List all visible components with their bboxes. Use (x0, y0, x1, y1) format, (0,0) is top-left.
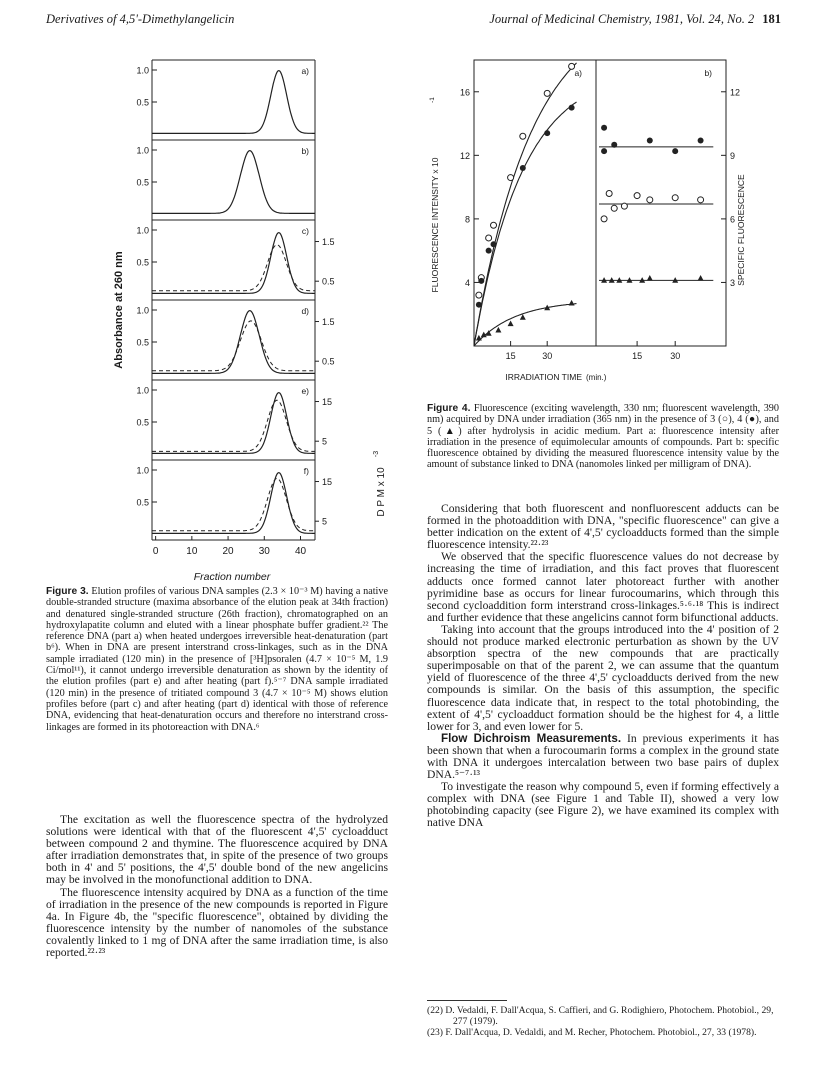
figure-4-chart (424, 50, 764, 395)
figure-4-point-compound-3 (569, 63, 575, 69)
figure-3-radioactivity-curve (152, 400, 315, 451)
figure-4-point-compound-5 (476, 335, 482, 341)
figure-3-x-tick-label: 40 (294, 546, 307, 557)
figure-3-left-tick-label: 0.5 (136, 497, 149, 508)
reference-divider (427, 1000, 507, 1001)
figure-3-absorbance-curve (152, 473, 315, 534)
figure-3-left-tick-label: 1.0 (136, 465, 149, 476)
figure-4-left-axis-exponent: -1 (429, 97, 436, 103)
figure-4-frame (474, 60, 726, 346)
figure-3-left-tick-label: 1.0 (136, 225, 149, 236)
figure-3-right-tick-label: 5 (322, 516, 328, 527)
figure-3-x-tick-label: 0 (152, 546, 159, 557)
body-paragraph: Considering that both fluorescent and nonfluorescent adducts can be formed in the photoaddition with DNA, "specific fluorescence" can give a better indication on the extent of 4',5' cycloadducts formed than the simple fluorescence intensity.²²·²³ (427, 502, 779, 552)
figure-4-x-tick-label: 30 (670, 351, 681, 361)
figure-4-curve-compound-5 (474, 304, 577, 346)
figure-4-specific-point-compound-3 (647, 197, 653, 203)
figure-4-left-tick-label: 16 (459, 87, 470, 98)
figure-3-panel-label: b) (301, 146, 309, 156)
reference-list (427, 1000, 779, 1038)
figure-3-right-tick-label: 15 (322, 477, 333, 488)
figure-3-right-tick-label: 15 (322, 397, 333, 408)
figure-4-specific-point-compound-4 (647, 138, 653, 144)
figure-4-specific-point-compound-3 (698, 197, 704, 203)
figure-4-specific-point-compound-5 (698, 275, 704, 281)
figure-3-x-axis-label: Fraction number (193, 571, 271, 582)
figure-4-caption-text: Fluorescence (exciting wavelength, 330 nm; fluorescent wavelength, 390 nm) acquired by DNA under irradiation (365 nm) in the presence of 3 (○), 4 (●), and 5 (▲) after hydrolysis in acidic medium. Part a: fluorescence intensity after irradiation in the presence of equimolecular amounts of compounds. Part b: specific fluorescence obtained by dividing the measured fluorescence intensity value by the amount of substance linked to DNA (nanomoles linked per milligram of DNA). (427, 403, 779, 471)
figure-4-right-tick-label: 3 (730, 277, 736, 288)
body-paragraph: We observed that the specific fluorescence values do not decrease by increasing the time of irradiation, and this fact proves that fluorescent adducts once formed cannot later photoreact further with another pyrimidine base as occurs for linear furocoumarins, which through this second cycloaddition form interstrand cross-linkages.⁵·⁶·¹⁸ This is indirect and further evidence that these angelicins cannot form bifunctional adducts. (427, 550, 779, 624)
reference-23: (23) F. Dall'Acqua, D. Vedaldi, and M. Recher, Photochem. Photobiol., 27, 33 (1978). (427, 1027, 757, 1038)
body-paragraph (427, 733, 779, 781)
figure-3-caption-text: Elution profiles of various DNA samples (2.3 × 10⁻³ M) having a native double-stranded structure (maxima absorbance of the elution peak at 34th fraction) and denatured single-stranded structure (26th fraction), chromatographed on an hydroxylapatite column and eluted with a linear phosphate buffer gradient.²² The reference DNA (part a) when heated undergoes irreversible heat-denaturation (part b⁶). When in DNA are present interstrand cross-linkages, such as in the DNA sample irradiated (120 min) in the presence of [³H]psoralen (4.7 × 10⁻⁵ M, 1.9 Ci/mol¹¹), it cannot undergo irreversible denaturation as shown by the identity of the elution profiles (part e) and after heating (part f).⁵⁻⁷ DNA sample irradiated (120 min) in the presence of tritiated compound 3 (4.7 × 10⁻⁵ M) shows elution profiles before (part c) and after heating (part d) identical with those of reference DNA, evidencing that heat-denaturation occurs and therefore no interstrand cross-linkages are formed in its photoreaction with DNA.⁶ (46, 586, 388, 733)
figure-4-curve-compound-3 (474, 63, 577, 346)
figure-4-left-tick-label: 12 (459, 150, 470, 161)
figure-3-absorbance-curve (152, 71, 315, 134)
figure-4-x-tick-label: 30 (542, 351, 553, 361)
figure-4-left-tick-label: 4 (464, 277, 470, 288)
figure-3-chart (110, 52, 410, 582)
figure-4-right-axis-label: SPECIFIC FLUORESCENCE (736, 174, 746, 286)
figure-4-point-compound-3 (520, 133, 526, 139)
figure-4-point-compound-4 (544, 130, 550, 136)
figure-3-radioactivity-curve (152, 321, 315, 371)
figure-3-panel-label: c) (301, 226, 309, 236)
figure-3-caption-label: Figure 3. (46, 586, 89, 597)
figure-4-specific-point-compound-4 (611, 142, 617, 148)
figure-3-panel-label: f) (303, 466, 309, 476)
figure-3-right-tick-label: 1.5 (322, 237, 335, 248)
figure-3-left-tick-label: 0.5 (136, 257, 149, 268)
figure-4-right-tick-label: 9 (730, 150, 736, 161)
right-column-body (427, 503, 779, 830)
figure-3-left-tick-label: 1.0 (136, 145, 149, 156)
figure-4-x-tick-label: 15 (632, 351, 643, 361)
figure-3-radioactivity-curve (152, 245, 315, 291)
figure-4-specific-point-compound-3 (634, 193, 640, 199)
figure-4-specific-point-compound-4 (601, 148, 607, 154)
journal-citation: Journal of Medicinal Chemistry, 1981, Vol. 24, No. 2 (489, 12, 755, 26)
figure-3-y-axis-label: Absorbance at 260 nm (113, 251, 125, 369)
figure-4-left-axis-label: FLUORESCENCE INTENSITY x 10 (430, 157, 440, 293)
left-column-body (46, 814, 388, 959)
figure-4-panel-b-label: b) (704, 68, 712, 78)
figure-4-specific-point-compound-3 (601, 216, 607, 222)
figure-4-point-compound-4 (491, 241, 497, 247)
figure-3-x-tick-label: 10 (186, 546, 198, 557)
figure-3-panel-label: d) (301, 306, 309, 316)
running-header-left: Derivatives of 4,5'-Dimethylangelicin (46, 12, 235, 26)
figure-3-panel-label: e) (301, 386, 309, 396)
figure-3-left-tick-label: 0.5 (136, 337, 149, 348)
body-paragraph: Taking into account that the groups introduced into the 4' position of 2 should not produce marked electronic perturbation as shown by the UV absorption spectra of the new compounds that are practically superimposable on that of the parent 2, we can assume that the quantum yield of fluorescence of the three 4',5' cycloadducts derived from the new compounds is similar. On the basis of this assumption, the specific fluorescence data indicate that, in respect to the total photobinding, the extent of 4',5' cycloadduct formation should be the highest for 4, a little lower for 3, and even lower for 5. (427, 622, 779, 733)
figure-4-right-tick-label: 6 (730, 214, 736, 225)
page-number: 181 (762, 12, 781, 26)
figure-4-point-compound-5 (495, 327, 501, 333)
body-paragraph: To investigate the reason why compound 5, even if forming effectively a complex with DNA (see Figure 1 and Table II), showed a very low photobinding capacity (see Figure 2), we have examined its complex with native DNA (427, 780, 779, 830)
figure-4-specific-point-compound-4 (672, 148, 678, 154)
figure-4-specific-point-compound-5 (647, 275, 653, 281)
figure-4-right-tick-label: 12 (730, 87, 741, 98)
figure-3-left-tick-label: 1.0 (136, 305, 149, 316)
figure-3-left-tick-label: 0.5 (136, 417, 149, 428)
figure-3-absorbance-curve (152, 233, 315, 294)
figure-4-specific-point-compound-3 (611, 205, 617, 211)
figure-4-point-compound-4 (476, 302, 482, 308)
figure-3-absorbance-curve (152, 393, 315, 454)
flow-section-text: In previous experiments it has been shown that when a furocoumarin forms a complex in the ground state with DNA it undergoes intercalation between two base pairs of duplex DNA.⁵⁻⁷·¹³ (427, 731, 780, 782)
figure-4-point-compound-3 (476, 292, 482, 298)
running-header-right (489, 12, 781, 27)
figure-4-point-compound-4 (486, 248, 492, 254)
figure-4-point-compound-4 (478, 278, 484, 284)
body-paragraph: The excitation as well the fluorescence spectra of the hydrolyzed solutions were identical with that of the fluorescent 4',5' cycloadduct between compound 2 and thymine. The fluorescence acquired by DNA after irradiation demonstrates that, in spite of the presence of two groups both in 4' and 5' positions, the 4',5' double bond of the new angelicins may be involved in the monofunctional addition to DNA. (46, 813, 388, 887)
section-heading-flow-dichroism: Flow Dichroism Measurements. (441, 731, 622, 745)
figure-3-right-tick-label: 5 (322, 436, 328, 447)
figure-3-absorbance-curve (152, 151, 315, 214)
figure-3-x-tick-label: 30 (258, 546, 270, 557)
figure-4-point-compound-3 (544, 90, 550, 96)
figure-4-point-compound-3 (508, 175, 514, 181)
figure-4-point-compound-5 (569, 300, 575, 306)
figure-3-dpm-label: D P M x 10 (376, 467, 387, 517)
figure-4-panel-a-label: a) (574, 68, 582, 78)
figure-4-specific-point-compound-4 (601, 125, 607, 131)
figure-3-panel-label: a) (301, 66, 309, 76)
figure-4-point-compound-4 (520, 165, 526, 171)
figure-4-point-compound-4 (569, 105, 575, 111)
body-paragraph: The fluorescence intensity acquired by DNA as a function of the time of irradiation in the presence of the new compounds is reported in Figure 4a. In Figure 4b, the "specific fluorescence", obtained by dividing the fluorescence intensity by the number of nanomoles of the substance covalently linked to 1 mg of DNA after the same irradiation time, is also reported.²²·²³ (46, 885, 388, 960)
figure-3-absorbance-curve (152, 311, 315, 374)
figure-4-x-axis-label: IRRADIATION TIME (505, 372, 582, 382)
figure-3-right-tick-label: 0.5 (322, 276, 335, 287)
figure-4-specific-point-compound-3 (672, 195, 678, 201)
figure-3-radioactivity-curve (152, 478, 315, 531)
figure-4-specific-point-compound-3 (621, 203, 627, 209)
figure-3-left-tick-label: 1.0 (136, 65, 149, 76)
figure-4-point-compound-3 (491, 222, 497, 228)
figure-3-right-tick-label: 0.5 (322, 356, 335, 367)
figure-3-left-tick-label: 0.5 (136, 97, 149, 108)
figure-3-left-tick-label: 0.5 (136, 177, 149, 188)
figure-4-specific-point-compound-4 (698, 138, 704, 144)
figure-3-dpm-exponent: -3 (373, 450, 380, 458)
figure-3-left-tick-label: 1.0 (136, 385, 149, 396)
figure-4-point-compound-3 (486, 235, 492, 241)
figure-3-caption (46, 586, 388, 733)
figure-3-right-tick-label: 1.5 (322, 317, 335, 328)
figure-4-left-tick-label: 8 (464, 214, 470, 225)
figure-4-caption-label: Figure 4. (427, 403, 471, 414)
figure-4-caption (427, 403, 779, 471)
figure-4-specific-point-compound-3 (606, 190, 612, 196)
reference-22: (22) D. Vedaldi, F. Dall'Acqua, S. Caffieri, and G. Rodighiero, Photochem. Photobiol., 29, 277 (1979). (427, 1005, 774, 1027)
figure-4-x-axis-unit: (min.) (586, 373, 607, 382)
figure-3-x-tick-label: 20 (222, 546, 234, 557)
figure-4-x-tick-label: 15 (505, 351, 516, 361)
figure-4-point-compound-5 (508, 321, 514, 327)
